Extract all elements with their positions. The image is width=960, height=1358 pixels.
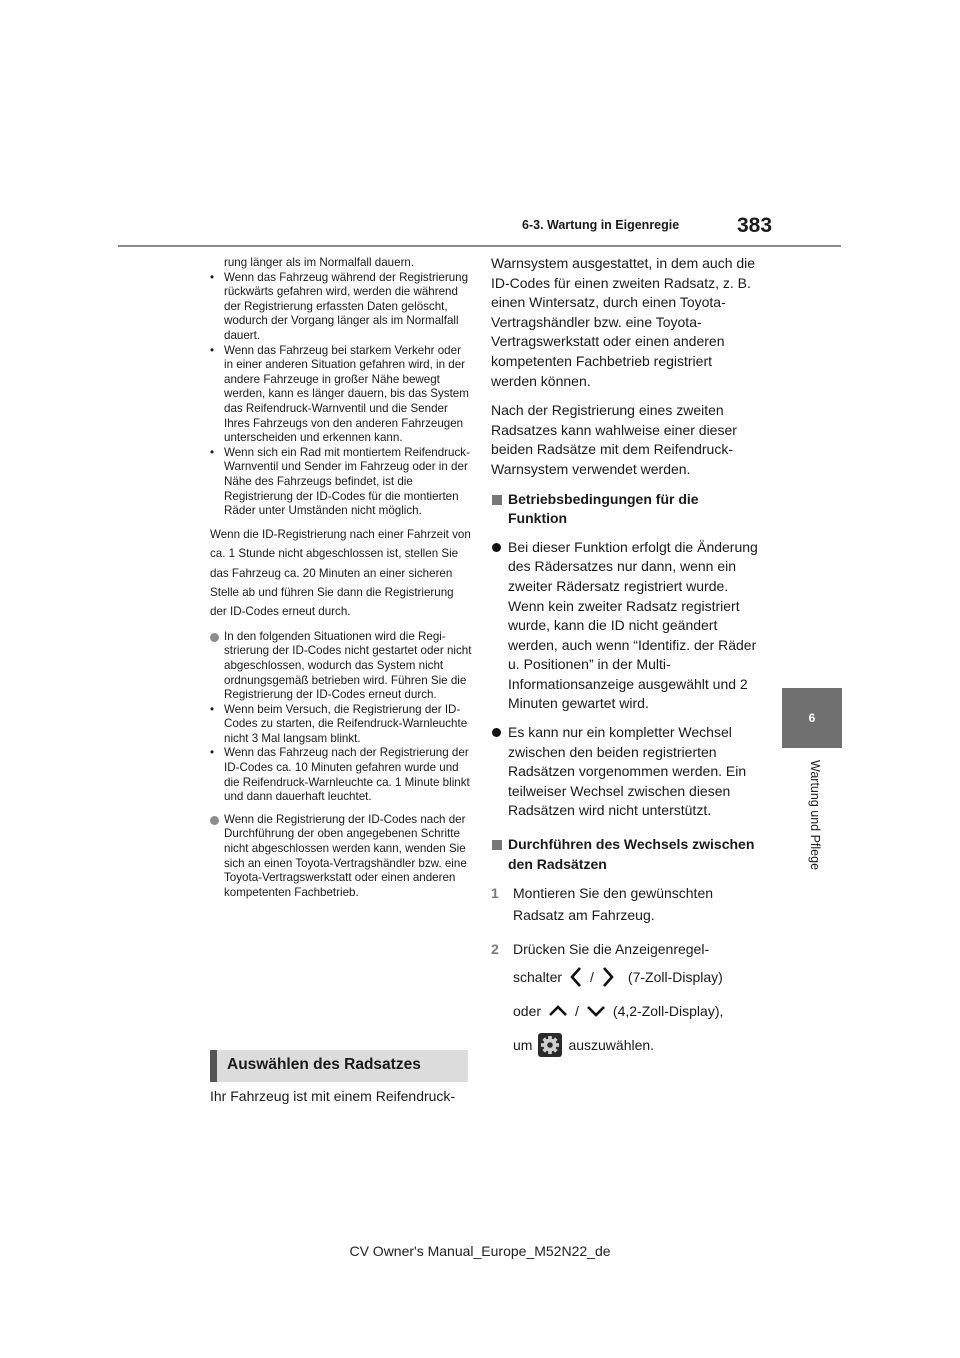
- header-divider: [118, 245, 841, 247]
- note-bullet: Wenn die Registrierung der ID-Codes nach der Durchführung der oben angegebenen Schritte nicht abgeschlossen werden kann, wenden Sie sich an einen Toyota-Vertragshändler bzw. eine Toyota-Vertragswerkstatt oder einen anderen kompetenten Fachbetrieb.: [210, 813, 472, 901]
- section-heading-text: Auswählen des Radsatzes: [227, 1056, 421, 1073]
- step-2-line-2: schalter / (7-Zoll-Display): [491, 960, 761, 994]
- square-bullet-icon: [492, 495, 502, 505]
- section-heading: [210, 1050, 468, 1082]
- step-number: 2: [491, 941, 499, 958]
- chapter-title-vertical: [800, 760, 830, 900]
- page-number: 383: [737, 214, 773, 237]
- subheading-conditions: Betriebsbedingungen für die Funktion: [491, 490, 761, 529]
- bullet-dot-icon: [210, 633, 219, 642]
- continuation-text: rung länger als im Normalfall dauern.: [224, 256, 415, 269]
- step-2-line-4: um auszuwählen.: [491, 1028, 761, 1062]
- chevron-left-icon: [568, 965, 584, 989]
- chevron-down-icon: [585, 1004, 607, 1018]
- intro-continuation: Warnsystem ausgestattet, in dem auch die ID-Codes für einen zweiten Radsatz, z. B. einen Wintersatz, durch einen Toyota-Vertragshändler bzw. eine Toyota-Vertragswerkstatt oder einen anderen kompetenten Fachbetrieb registriert werden können.: [491, 255, 756, 389]
- chevron-up-icon: [547, 1004, 569, 1018]
- chapter-title: Wartung und Pflege: [808, 760, 822, 871]
- registration-paragraph: Wenn die ID-Registrierung nach einer Fahrzeit von ca. 1 Stunde nicht abgeschlossen ist, stellen Sie das Fahrzeug ca. 20 Minuten an einer sicheren Stelle ab und führen Sie dann die Registrierung der ID-Codes erneut durch.: [210, 527, 471, 619]
- step-2: 2 Drücken Sie die Anzeigenregel-: [491, 938, 761, 960]
- chevron-right-icon: [600, 965, 616, 989]
- condition-bullet: Bei dieser Funktion erfolgt die Änderung des Rädersatzes nur dann, wenn ein zweiter Rädersatz registriert wurde. Wenn kein zweiter Radsatz registriert wurde, kann die ID nicht geändert werden, auch wenn “Identifiz. der Räder u. Positionen” in der Multi-Informationsanzeige ausgewählt und 2 Minuten gewartet wird.: [491, 538, 761, 714]
- dash-item: • Wenn sich ein Rad mit montiertem Reifendruck-Warnventil und Sender im Fahrzeug oder in der Nähe des Fahrzeugs befindet, ist die Registrierung der ID-Codes für die montierten Räder unter Umständen nicht möglich.: [210, 445, 470, 518]
- step-2-line-3: oder / (4,2-Zoll-Display),: [513, 1003, 724, 1020]
- intro-text: Ihr Fahrzeug ist mit einem Reifendruck-: [210, 1088, 456, 1104]
- dash-item: • Wenn das Fahrzeug bei starkem Verkehr oder in einer anderen Situation gefahren wird, in der andere Fahrzeuge in großer Nähe bewegt werden, kann es länger dauern, bis das System das Reifendruck-Warnventil und die Sender Ihres Fahrzeugs von den anderen Fahrzeugen unterscheiden und erkennen kann.: [210, 343, 469, 445]
- right-column: [491, 254, 761, 1062]
- page-footer: CV Owner's Manual_Europe_M52N22_de: [349, 1243, 611, 1259]
- dash-item: • Wenn beim Versuch, die Registrierung der ID-Codes zu starten, die Reifendruck-Warnleuchte nicht 3 Mal langsam blinkt.: [210, 702, 468, 745]
- chapter-number-tab: 6: [782, 688, 842, 748]
- square-bullet-icon: [492, 840, 502, 850]
- section-label: 6-3. Wartung in Eigenregie: [522, 218, 680, 232]
- bullet-dot-icon: [492, 728, 501, 737]
- condition-bullet: Es kann nur ein kompletter Wechsel zwischen den beiden registrierten Radsätzen vorgenommen werden. Ein teilweiser Wechsel zwischen diesen Radsätzen wird nicht unterstützt.: [491, 723, 761, 821]
- gear-icon: [538, 1033, 562, 1057]
- subheading-switch: Durchführen des Wechsels zwischen den Radsätzen: [491, 835, 761, 874]
- dash-item: • Wenn das Fahrzeug während der Registrierung rückwärts gefahren wird, werden die während der Registrierung erfassten Daten gelöscht, wodurch der Vorgang länger als im Normalfall dauert.: [210, 270, 469, 342]
- step-number: 1: [491, 885, 499, 902]
- note-bullet: In den folgenden Situationen wird die Registrierung der ID-Codes nicht gestartet oder nicht abgeschlossen, wodurch das System nicht ordnungsgemäß betrieben wird. Führen Sie die Registrierung der ID-Codes erneut durch.: [210, 630, 472, 703]
- dash-item: • Wenn das Fahrzeug nach der Registrierung der ID-Codes ca. 10 Minuten gefahren wurde und die Reifendruck-Warnleuchte ca. 1 Minute blinkt und dann dauerhaft leuchtet.: [210, 746, 470, 804]
- second-set-paragraph: Nach der Registrierung eines zweiten Radsatzes kann wahlweise einer dieser beiden Radsätze mit dem Reifendruck-Warnsystem verwendet werden.: [491, 402, 737, 477]
- bullet-dot-icon: [492, 543, 501, 552]
- bullet-dot-icon: [210, 816, 219, 825]
- step-1: 1 Montieren Sie den gewünschten Radsatz am Fahrzeug.: [491, 882, 761, 926]
- left-column: [210, 256, 472, 900]
